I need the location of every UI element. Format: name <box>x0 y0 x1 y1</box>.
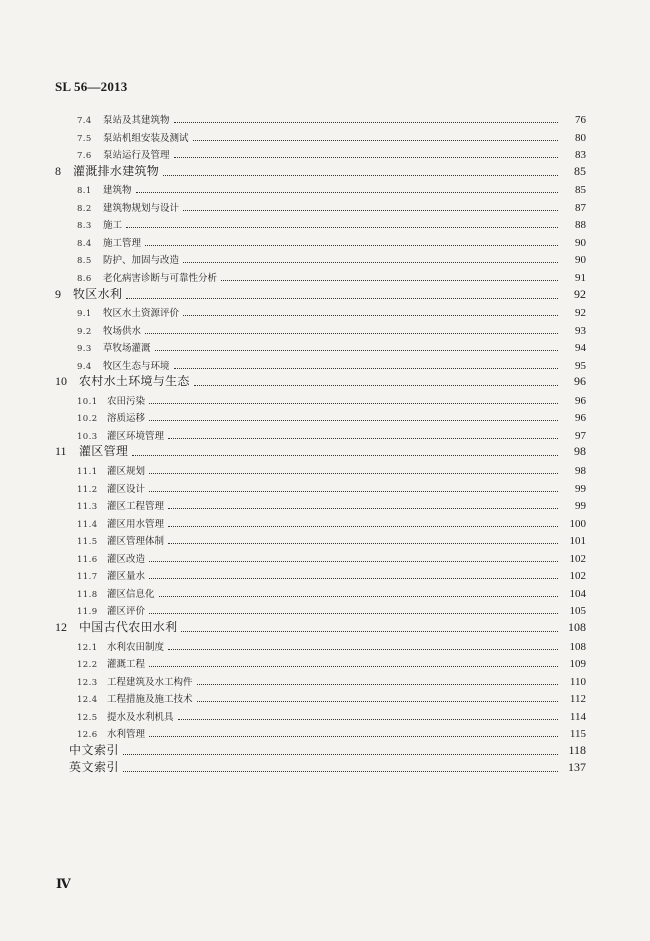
toc-entry-title: 中文索引 <box>69 743 120 757</box>
dot-leader <box>168 525 558 527</box>
toc-entry[interactable] <box>77 410 586 424</box>
toc-entry[interactable] <box>55 375 586 389</box>
toc-entry-number: 9.1 <box>77 309 92 320</box>
dot-leader <box>145 244 558 246</box>
toc-entry-title: 牧场供水 <box>103 325 142 337</box>
toc-entry-title: 牧区水土资源评价 <box>103 308 180 320</box>
toc-entry-page: 83 <box>575 149 586 162</box>
dot-leader <box>149 665 558 667</box>
toc-entry[interactable] <box>77 568 586 582</box>
toc-entry-page: 108 <box>569 640 586 653</box>
dot-leader <box>163 174 558 176</box>
toc-entry-page: 87 <box>575 201 586 214</box>
toc-entry[interactable] <box>77 481 586 495</box>
toc-entry-page: 93 <box>575 324 586 337</box>
toc-entry-title: 中国古代农田水利 <box>79 620 178 634</box>
toc-entry-title: 牧区生态与环境 <box>103 360 170 372</box>
toc-entry-title: 灌区管理体制 <box>107 536 165 548</box>
toc-entry-number: 11.4 <box>77 519 98 530</box>
toc-entry-number: 11.1 <box>77 467 98 477</box>
toc-entry-number: 11 <box>55 445 67 459</box>
toc-entry-title: 灌溉排水建筑物 <box>73 164 160 178</box>
dot-leader <box>155 349 558 351</box>
dot-leader <box>183 314 558 316</box>
toc-entry[interactable] <box>77 674 586 688</box>
toc-entry-title: 灌区用水管理 <box>107 518 165 530</box>
toc-entry-page: 112 <box>569 693 586 706</box>
toc-entry-title: 牧区水利 <box>73 287 123 301</box>
dot-leader <box>149 577 558 579</box>
toc-entry[interactable] <box>77 516 586 530</box>
toc-entry-number: 8.1 <box>77 186 92 197</box>
toc-entry-page: 110 <box>569 675 586 688</box>
toc-entry-page: 100 <box>569 517 586 530</box>
toc-entry[interactable] <box>77 235 586 249</box>
toc-entry-page: 85 <box>575 184 586 197</box>
toc-entry-page: 102 <box>569 552 586 565</box>
toc-entry-number: 8.2 <box>77 203 92 214</box>
toc-entry-title: 水利管理 <box>107 729 146 741</box>
toc-entry-number: 12.5 <box>77 712 98 723</box>
toc-entry-page: 76 <box>575 114 586 126</box>
dot-leader <box>149 402 558 404</box>
toc-entry-page: 115 <box>569 728 586 741</box>
toc-entry[interactable] <box>77 323 586 337</box>
toc-entry[interactable] <box>77 393 586 407</box>
toc-entry-number: 8.3 <box>77 221 92 232</box>
toc-entry[interactable] <box>55 288 586 302</box>
toc-entry[interactable] <box>77 147 586 161</box>
dot-leader <box>197 683 558 685</box>
dot-leader <box>197 700 558 702</box>
toc-entry[interactable] <box>77 533 586 547</box>
toc-entry[interactable] <box>77 340 586 354</box>
toc-entry-title: 溶质运移 <box>107 413 146 425</box>
dot-leader <box>168 507 558 509</box>
toc-entry[interactable] <box>77 656 586 670</box>
toc-entry-number: 7.5 <box>77 133 92 144</box>
dot-leader <box>149 472 558 474</box>
toc-entry-title: 工程建筑及水工构件 <box>107 676 193 688</box>
toc-entry-title: 水利农田制度 <box>107 641 165 653</box>
toc-entry-title: 灌区环境管理 <box>107 430 165 442</box>
toc-entry-title: 灌区改造 <box>107 553 146 565</box>
toc-entry-title: 农田污染 <box>107 395 146 407</box>
toc-entry-page: 97 <box>575 429 586 442</box>
toc-entry-title: 灌区规划 <box>107 466 146 477</box>
toc-entry[interactable] <box>55 165 586 179</box>
dot-leader <box>149 612 558 614</box>
toc-entry[interactable] <box>77 463 586 477</box>
toc-entry[interactable] <box>77 252 586 266</box>
dot-leader <box>221 279 558 281</box>
toc-entry-page: 102 <box>569 570 586 583</box>
toc-entry-page: 95 <box>575 359 586 372</box>
toc-entry-page: 96 <box>574 375 586 389</box>
toc-entry-page: 98 <box>574 445 586 459</box>
toc-entry-page: 80 <box>575 131 586 144</box>
toc-entry[interactable] <box>69 744 586 758</box>
toc-entry[interactable] <box>69 761 586 775</box>
toc-entry-page: 137 <box>568 761 586 775</box>
toc-entry-number: 12.1 <box>77 642 98 653</box>
toc-entry-title: 泵站运行及管理 <box>103 150 170 162</box>
toc-entry[interactable] <box>77 603 586 617</box>
toc-entry-number: 10 <box>55 375 67 389</box>
dot-leader <box>126 297 558 299</box>
toc-entry-title: 建筑物规划与设计 <box>103 202 180 214</box>
dot-leader <box>168 648 558 650</box>
dot-leader <box>178 718 558 720</box>
toc-entry[interactable] <box>77 130 586 144</box>
toc-entry-title: 防护、加固与改造 <box>103 255 180 267</box>
toc-entry-number: 10.3 <box>77 431 98 442</box>
toc-entry-page: 92 <box>574 287 586 301</box>
dot-leader <box>181 630 558 632</box>
dot-leader <box>123 770 558 772</box>
toc-entry-number: 8.4 <box>77 238 92 249</box>
toc-entry-page: 88 <box>575 219 586 232</box>
toc-entry[interactable] <box>77 217 586 231</box>
toc-entry-number: 8.6 <box>77 273 92 284</box>
toc-entry-number: 12.2 <box>77 660 98 671</box>
dot-leader <box>168 437 558 439</box>
toc-entry-title: 施工 <box>103 220 123 232</box>
toc-entry-title: 建筑物 <box>103 185 132 197</box>
toc-entry[interactable] <box>77 551 586 565</box>
document-code: SL 56—2013 <box>55 79 128 94</box>
toc-entry-page: 99 <box>575 482 586 495</box>
toc-entry-number: 9.4 <box>77 361 92 372</box>
dot-leader <box>183 261 558 263</box>
toc-entry-number: 10.2 <box>77 414 98 425</box>
toc-entry-title: 泵站机组安装及测试 <box>103 132 189 144</box>
toc-entry[interactable] <box>77 586 586 600</box>
toc-entry-page: 96 <box>575 412 586 425</box>
toc-entry-number: 10.1 <box>77 396 98 407</box>
toc-entry[interactable] <box>77 428 586 442</box>
toc-entry[interactable] <box>77 200 586 214</box>
toc-entry-number: 9.3 <box>77 344 92 355</box>
toc-entry-title: 老化病害诊断与可靠性分析 <box>103 272 218 284</box>
dot-leader <box>149 490 558 492</box>
toc-entry-title: 灌区工程管理 <box>107 501 165 513</box>
toc-entry-number: 11.8 <box>77 589 98 600</box>
dot-leader <box>149 419 558 421</box>
toc-entry[interactable] <box>55 445 586 459</box>
toc-entry-number: 11.2 <box>77 484 98 495</box>
toc-entry-title: 灌区管理 <box>79 445 129 459</box>
toc-entry-title: 泵站及其建筑物 <box>103 115 170 126</box>
toc-entry-number: 11.3 <box>77 502 98 513</box>
dot-leader <box>159 595 558 597</box>
toc-entry-page: 96 <box>575 394 586 407</box>
toc-entry-page: 109 <box>569 658 586 671</box>
dot-leader <box>132 454 558 456</box>
toc-entry-title: 英文索引 <box>69 761 120 775</box>
toc-entry[interactable] <box>77 358 586 372</box>
toc-entry-page: 90 <box>575 236 586 249</box>
toc-entry-page: 90 <box>575 254 586 267</box>
toc-entry[interactable] <box>77 726 586 740</box>
toc-entry[interactable] <box>77 112 586 126</box>
dot-leader <box>123 753 558 755</box>
dot-leader <box>174 156 558 158</box>
toc-entry-number: 11.9 <box>77 607 98 618</box>
toc-entry-page: 98 <box>575 465 586 477</box>
toc-entry-page: 104 <box>569 587 586 600</box>
toc-entry-page: 108 <box>568 620 586 634</box>
toc-entry-number: 11.7 <box>77 572 98 583</box>
toc-entry-title: 草牧场灌溉 <box>103 343 151 355</box>
toc-entry-title: 灌区信息化 <box>107 588 155 600</box>
toc-entry-page: 94 <box>575 342 586 355</box>
toc-entry[interactable] <box>77 498 586 512</box>
toc-entry-number: 7.6 <box>77 151 92 162</box>
toc-entry-title: 提水及水利机具 <box>107 711 174 723</box>
toc-entry-number: 11.6 <box>77 554 98 565</box>
toc-entry[interactable] <box>77 270 586 284</box>
toc-entry-page: 114 <box>569 710 586 723</box>
dot-leader <box>174 367 558 369</box>
page-number: Ⅳ <box>56 876 71 891</box>
toc-entry-title: 灌区量水 <box>107 571 146 583</box>
toc-entry-page: 101 <box>569 535 586 548</box>
toc-entry-number: 11.5 <box>77 537 98 548</box>
dot-leader <box>194 384 558 386</box>
toc-entry-number: 12.4 <box>77 695 98 706</box>
toc-entry-page: 118 <box>568 743 586 757</box>
toc-entry-title: 工程措施及施工技术 <box>107 694 193 706</box>
dot-leader <box>149 735 558 737</box>
toc-entry[interactable] <box>77 305 586 319</box>
toc-entry[interactable] <box>77 691 586 705</box>
toc-entry-number: 8.5 <box>77 256 92 267</box>
toc-entry[interactable] <box>77 639 586 653</box>
toc-entry-title: 施工管理 <box>103 237 142 249</box>
dot-leader <box>183 209 558 211</box>
toc-entry-title: 农村水土环境与生态 <box>79 375 190 389</box>
dot-leader <box>168 542 558 544</box>
dot-leader <box>149 560 558 562</box>
toc-entry-page: 99 <box>575 500 586 513</box>
toc-entry-page: 91 <box>575 271 586 284</box>
toc-entry-page: 105 <box>569 605 586 618</box>
toc-entry[interactable] <box>77 182 586 196</box>
toc-entry-number: 9 <box>55 287 61 301</box>
toc-entry-number: 7.4 <box>77 116 92 126</box>
toc-entry-page: 92 <box>575 307 586 320</box>
dot-leader <box>193 139 558 141</box>
dot-leader <box>126 226 558 228</box>
toc-entry[interactable] <box>55 621 586 635</box>
toc-entry-page: 85 <box>574 164 586 178</box>
toc-entry-number: 12 <box>55 620 67 634</box>
toc-entry-title: 灌区评价 <box>107 606 146 618</box>
dot-leader <box>174 121 558 123</box>
toc-entry-number: 8 <box>55 164 61 178</box>
dot-leader <box>145 332 558 334</box>
toc-entry-number: 12.6 <box>77 730 98 741</box>
toc-entry-title: 灌溉工程 <box>107 659 146 671</box>
toc-entry-title: 灌区设计 <box>107 483 146 495</box>
toc-entry-number: 9.2 <box>77 326 92 337</box>
toc-entry-number: 12.3 <box>77 677 98 688</box>
toc-entry[interactable] <box>77 709 586 723</box>
dot-leader <box>136 191 558 193</box>
